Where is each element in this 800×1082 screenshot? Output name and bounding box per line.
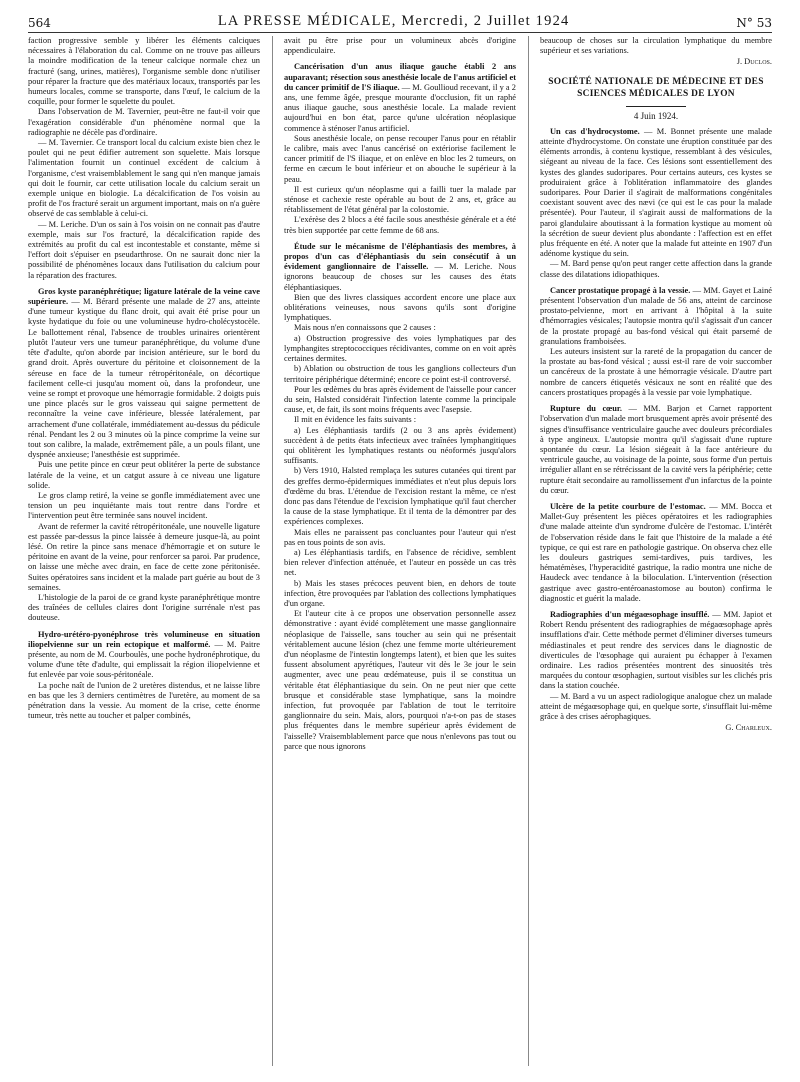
paragraph: faction progressive semble y libérer les éléments calciques nécessaires à l'élaboration du cal. Comme on ne trouve pas ailleurs la moindre modification de la teneur calcique normale chez un fracturé (sang, urines, matières), l'organisme semble donc n'utiliser pour réparer la fracture que des matériaux locaux, transportés par les humeurs locales, comme se transporte, dans l'œuf, le calcium de la coquille, pour former le squelette du poulet. — [28, 36, 260, 107]
paragraph: — MM. Gayet et Lainé présentent l'observation d'un malade de 56 ans, atteint de carcinose prostato-pelvienne, mort en arrivant à l'hôpital à la suite d'hémorragies vésicales; l'autopsie montra qu'il s'agissait d'un cancer de la prostate propagé au bas-fond vésical qui était parsemé de granulations framboisées. — [540, 285, 772, 346]
paragraph: avait pu être prise pour un volumineux abcès d'origine appendiculaire. — [284, 36, 516, 56]
paragraph: Et l'auteur cite à ce propos une observation personnelle assez démonstrative : ayant évidé complètement une masse ganglionnaire néoplasique de l'aisselle, sans toucher au sein qui ne présentait véritablement aucune lésion (chez une femme morte ultérieurement d'un néoplasme de l'intestin longtemps latent), et bien que les suites fussent absolument apyrétiques, l'auteur vit dès le 3e jour le sein augmenter, avec une peau œdémateuse, puis il se constitua un véritable état éléphantiasique du sein. On ne peut nier que cette brusque et considérable stase lymphatique, sans la moindre infection, fut provoquée par l'ablation de tout le territoire ganglionnaire du sein. Mais, alors, pourquoi n'a-t-on pas de stases plus fréquentes dans le membre supérieur après évidement de l'aisselle? Vraisemblablement parce que nous n'enlevons pas tout ou parce que nous ignorons — [284, 609, 516, 751]
paragraph: L'exérèse des 2 blocs a été facile sous anesthésie générale et a été très bien supportée par cette femme de 68 ans. — [284, 215, 516, 235]
author-signature: G. Charleux. — [725, 723, 772, 733]
column-3 — [540, 36, 772, 1076]
paragraph: — M. Bonnet présente une malade atteinte d'hydrocystome. On constate une éruption constituée par des éléments arrondis, à contenu kystique, ressemblant à des vésicules, siégeant au niveau de la face. Ces lésions sont essentiellement des kystes des glandes sudoripares. Pour certains auteurs, ces kystes se produiraient grâce à l'oblitération inflammatoire des glandes sudoripares. Pour Darier il s'agirait de malformations congénitales coexistant souvent avec des nævi (ce qui est le cas pour la malade présentée). Pour l'auteur, il s'agirait aussi de malformations de la paroi glandulaire aboutissant à la formation kystique au moment où la sécrétion de sueur devient plus abondante : l'affection est en effet plus fréquente en été. A noter que la malade fut atteinte en 1907 d'un adénome kystique du sein. — [540, 126, 772, 259]
column-2 — [284, 36, 516, 1076]
heading-text: Cancérisation d'un anus iliaque gauche établi 2 ans auparavant; résection sous anesthésie locale de l'anus artificiel et du cancer primitif de l'S iliaque. — [284, 62, 516, 92]
section-heading — [540, 127, 772, 260]
paragraph: La poche naît de l'union de 2 uretères distendus, et ne laisse libre en bas que les 3 derniers centimètres de l'uretère, au moment de sa pénétration dans la vessie. Au moment de la crise, cette énorme tumeur, très nette au toucher et palper combinés, — [28, 680, 260, 721]
author-signature: J. Duclos. — [736, 57, 772, 67]
paragraph: a) Les éléphantiasis tardifs, en l'absence de récidive, semblent bien relever d'infection atténuée, et l'auteur en possède un cas très net. — [284, 547, 516, 578]
section-heading — [284, 242, 516, 293]
paragraph: Pour les œdèmes du bras après évidement de l'aisselle pour cancer du sein, Halsted considérait l'infection latente comme la principale cause, et, de fait, ils sont moins fréquents avec l'asepsie. — [284, 384, 516, 415]
section-heading — [540, 502, 772, 604]
heading-text: Cancer prostatique propagé à la vessie. — [550, 285, 691, 295]
paragraph: — M. Bard a vu un aspect radiologique analogue chez un malade atteint de mégaœsophage qui, en quelque sorte, s'insufflait lui-même grâce à des crises aérophagiques. — [540, 691, 772, 721]
paragraph: — M. Bard pense qu'on peut ranger cette affection dans la grande classe des dilatations idiopathiques. — [540, 259, 772, 279]
section-heading — [28, 630, 260, 681]
paragraph: beaucoup de choses sur la circulation lymphatique du membre supérieur et ses variations. — [540, 36, 772, 56]
paragraph: Mais nous n'en connaissons que 2 causes : — [294, 323, 436, 333]
session-date: 4 Juin 1924. — [633, 110, 679, 121]
heading-text: Radiographies d'un mégaœsophage insufflé. — [550, 609, 710, 619]
paragraph: Sous anesthésie locale, on pense recouper l'anus pour en rétablir le calibre, mais avec l'anus cancérisé on extériorise facilement le cancer primitif de l'S iliaque, et on enlève en bloc les 2 tumeurs, on ferme en cæcum le bout inférieur et on abouche le supérieur à la peau. — [284, 133, 516, 184]
paragraph: — MM. Barjon et Carnet rapportent l'observation d'un malade mort brusquement après avoir présenté des signes d'insuffisance ventriculaire gauche avec douleurs précordiales à type angineux. L'autopsie montra qu'il s'agissait d'une rupture spontanée du cœur. La lésion siégeait à la face antérieure du ventricule gauche, au voisinage de la pointe, sous forme d'un pertuis irrégulier allant en se rétrécissant de la cavité vers la périphérie; cette rupture était secondaire au ramollissement d'un infarctus de la pointe du cœur. — [540, 404, 772, 495]
paragraph: — M. Paitre présente, au nom de M. Courboulès, une poche hydronéphrotique, du volume d'une tête d'adulte, qui emplissait la région iliopelvienne et fut enlevée par voie sous-péritonéale. — [28, 639, 260, 680]
paragraph: Avant de refermer la cavité rétropéritonéale, une nouvelle ligature est passée par-dessus la pince laissée à demeure jusque-là, au point lésé. On retire la pince sans menace d'hémorragie et on suture le péritoine en avant de la veine, pour renforcer sa paroi. Par prudence, on laisse une mèche avec drain, en face de cette zone péritonisée. Suites opératoires sans incident et la malade part guérie au bout de 3 semaines. — [28, 521, 260, 592]
paragraph: — M. Goullioud recevant, il y a 2 ans, une femme âgée, presque mourante d'occlusion, fit un raphé anus iliaque gauche, sous anesthésie locale. La malade revient aujourd'hui en bon état, parce qu'une ulcération néoplasique commence à sténoser l'anus artificiel. — [284, 82, 516, 133]
section-heading — [540, 610, 772, 692]
paragraph: Les auteurs insistent sur la rareté de la propagation du cancer de la prostate au bas-fond vésical ; aussi est-il rare de voir succomber un cancéreux de la prostate à une hémorragie vésicale. D'autre part nombre de cancers étiquetés vésicaux ne sont en réalité que des cancers prostatiques propagés à la vessie par voie lymphatique. — [540, 347, 772, 397]
paragraph: Il est curieux qu'un néoplasme qui a failli tuer la malade par sténose et cachexie reste opérable au bout de 2 ans, et, grâce au rétablissement de l'état général par la colostomie. — [284, 184, 516, 215]
paragraph: Il mit en évidence les faits suivants : — [294, 415, 417, 425]
article-columns — [28, 36, 772, 1076]
paragraph: Puis une petite pince en cœur peut oblitérer la perte de substance latérale de la veine, et un catgut assure à ce niveau une ligature solide. — [28, 460, 260, 490]
paragraph: L'histologie de la paroi de ce grand kyste paranéphrétique montre des traînées de cellules claires dont l'origine surrénale n'est pas douteuse. — [28, 592, 260, 623]
paragraph: — M. Leriche. Nous ignorons beaucoup de choses sur les causes des états éléphantiasiques. — [284, 262, 516, 292]
heading-text: Un cas d'hydrocystome. — [550, 126, 640, 136]
heading-text: Rupture du cœur. — [550, 404, 622, 414]
heading-text: Hydro-urétéro-pyonéphrose très volumineuse en situation iliopelvienne sur un rein ectopique et malformé. — [28, 629, 260, 649]
title-rule — [626, 106, 686, 107]
paragraph: b) Vers 1910, Halsted remplaça les sutures cutanées qui tirent par des greffes dermo-épidermiques immédiates et n'eut plus depuis lors d'œdème du bras. L'étendue de l'excision restant la même, ce n'est donc pas dans l'étendue de l'excision lymphatique qu'il faut chercher la cause de la stase lymphatique. Et il tenta de la démontrer par des expériences complexes. — [284, 466, 516, 527]
section-heading — [28, 287, 260, 460]
heading-text: Ulcère de la petite courbure de l'estomac. — [550, 501, 706, 511]
paragraph: Dans l'observation de M. Tavernier, peut-être ne faut-il voir que l'exagération considérable d'un phénomène normal que la radiographie ne décèle pas d'ordinaire. — [28, 107, 260, 137]
paragraph: — M. Bérard présente une malade de 27 ans, atteinte d'une tumeur kystique du flanc droit, qui avait été prise pour un kyste hydatique du foie ou une volumineuse hydro-cholécystocèle. Le ballottement rénal, l'absence de troubles urinaires orientèrent plutôt l'auteur vers une tumeur paranéphrétique, du volume d'une tête d'adulte, qu'on aborde par incision antérieure, sur le bord du grand droit. Après ouverture du péritoine et cloisonnement de la séreuse en face de la tumeur rétropéritonéale, on décortique facilement celle-ci jusqu'au moment où, dans la profondeur, une veine se rompt et provoque une hémorragie formidable. 2 doigts puis une pince placés sur le gros vaisseau qui saigne permettent de reconnaître la veine cave inférieure, blessée latéralement, par arrachement d'une collatérale, immédiatement au-dessus du pédicule rénal. Pendant les 2 ou 3 minutes où la pince comprime la veine sur tout son calibre, la malade, extrêmement pâle, a un pouls filant, une dyspnée anxieuse; l'anesthésie est supprimée. — [28, 297, 260, 460]
paragraph: Mais elles ne paraissent pas concluantes pour l'auteur qui n'est pas en tous points de son avis. — [284, 527, 516, 547]
paragraph: b) Mais les stases précoces peuvent bien, en dehors de toute infection, être provoquées par l'ablation des collections lymphatiques d'un organe. — [284, 578, 516, 608]
section-heading — [284, 62, 516, 133]
society-title: SOCIÉTÉ NATIONALE DE MÉDECINE ET DES SCIENCES MÉDICALES DE LYON — [548, 76, 764, 99]
page-header — [28, 6, 772, 33]
page-number: 564 — [28, 16, 51, 30]
journal-title: LA PRESSE MÉDICALE, Mercredi, 2 Juillet 1924 — [217, 13, 570, 29]
heading-text: Étude sur le mécanisme de l'éléphantiasis des membres, à propos d'un cas d'éléphantiasis du sein consécutif à un évidement ganglionnaire de l'aisselle. — [284, 241, 516, 272]
paragraph: — M. Leriche. D'un os sain à l'os voisin on ne connait pas d'autre exemple, mais sur l'os fracturé, la décalcification rapide des extrémités au profit du cal est incontestable et constante, même si l'effort doit s'épuiser en pseudarthrose. On ne saurait donc nier la possibilité de phénomènes locaux dans l'utilisation du calcium pour la réparation des fractures. — [28, 219, 260, 280]
paragraph: — MM. Bocca et Mallet-Guy présentent les pièces opératoires et les radiographies d'une malade atteinte d'un syndrome d'ulcère de l'estomac. L'intérêt de l'observation réside dans le fait que l'histoire de la malade a été typique, ce qui est rare en pathologie gastrique. On observa chez elle les douleurs gastriques semi-tardives, puis tardives, les hématémèses, l'hyperacidité gastrique, la radio montra une niche de Haudeck avec tendance à la biloculation. L'intervention (résection gastrique avec gastro-entéroanastomose au bouton) confirma le diagnostic et guérit la malade. — [540, 501, 772, 603]
paragraph: b) Ablation ou obstruction de tous les ganglions collecteurs d'un territoire périphérique déterminé; encore ce point est-il controversé. — [284, 364, 516, 384]
paragraph: a) Obstruction progressive des voies lymphatiques par des lymphangites streptococciques récidivantes, comme on en voit après certaines dermites. — [284, 333, 516, 364]
paragraph: — MM. Japiot et Robert Rendu présentent des radiographies de mégaœsophage après insufflations d'air. Cette méthode permet d'éliminer diverses tumeurs médiastinales et peut rendre des services dans le diagnostic de diverticules de l'œsophage qui auraient pu échapper à l'examen ordinaire. Les radios présentées montrent des sinuosités très marquées du contour œsophagien, surtout visibles sur les clichés pris dans la station couchée. — [540, 609, 772, 691]
section-heading — [540, 286, 772, 347]
section-heading — [540, 404, 772, 496]
issue-number: N° 53 — [736, 16, 772, 30]
paragraph: Le gros clamp retiré, la veine se gonfle immédiatement avec une tension un peu inquiétante mais tout rentre dans l'ordre et l'intervention peut être terminée sans nouvel incident. — [28, 490, 260, 521]
heading-text: Gros kyste paranéphrétique; ligature latérale de la veine cave supérieure. — [28, 286, 260, 307]
paragraph: — M. Tavernier. Ce transport local du calcium existe bien chez le poulet qui ne peut édifier autrement son squelette. Mais lorsque l'alimentation fournit un continuel excédent de calcium à l'organisme, c'est vraisemblablement le sang qui n'en manque jamais qui doit le fournir, car cette utilisation locale du calcium serait un exemple unique en biologie. La décalcification de l'os voisin au profit de l'os fracturé serait un argument important, mais on n'a guère observé de cas semblable à celui-ci. — [28, 138, 260, 219]
paragraph: Bien que des livres classiques accordent encore une place aux oblitérations veineuses, nous savons qu'ils sont d'origine lymphatiques. — [284, 292, 516, 323]
column-1 — [28, 36, 260, 1076]
paragraph: a) Les éléphantiasis tardifs (2 ou 3 ans après évidement) succèdent à de petits états infectieux avec traînées lymphangitiques qui oblitèrent les lymphatiques restants ou néoformés jusqu'alors suffisants. — [284, 425, 516, 466]
